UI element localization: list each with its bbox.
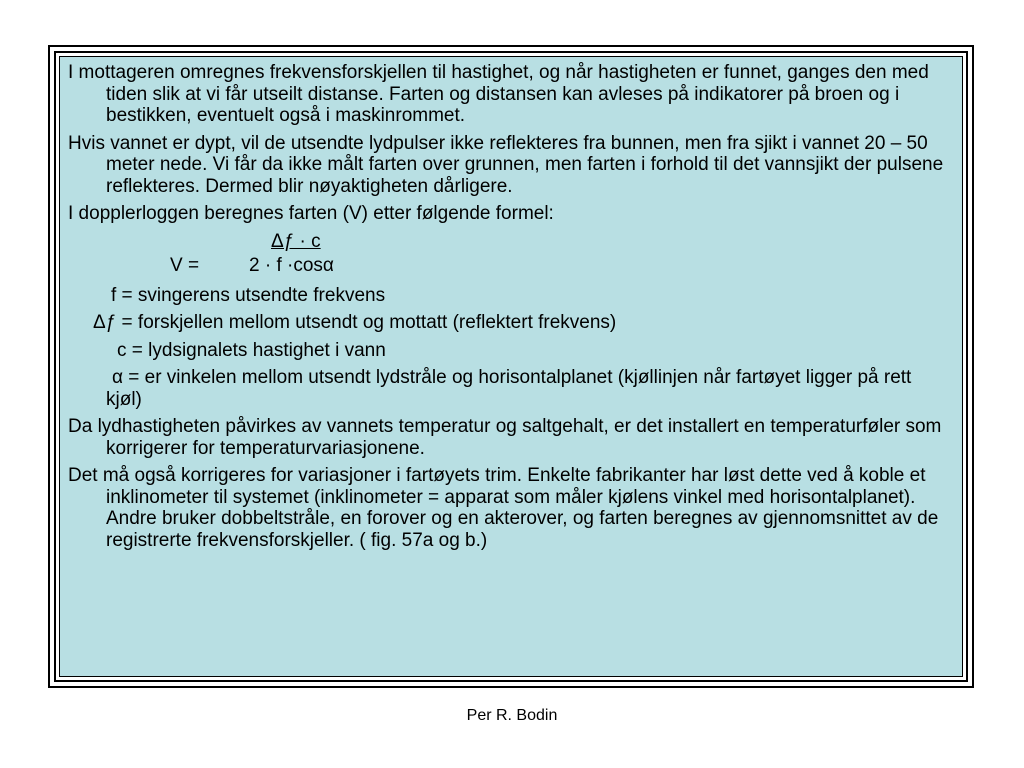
text-box bbox=[59, 56, 963, 677]
paragraph-receiver: I mottageren omregnes frekvensforskjellen til hastighet, og når hastigheten er funnet, ganges den med tiden slik at vi får utseilt distanse. Farten og distansen kan avleses på indikatorer på broen og i bestikken, eventuelt også i maskinrommet. bbox=[68, 62, 929, 126]
definition-alpha: α = er vinkelen mellom utsendt lydstråle og horisontalplanet (kjøllinjen når fartøyet ligger på rett kjøl) bbox=[106, 367, 912, 410]
paragraph-deep-water: Hvis vannet er dypt, vil de utsendte lydpulser ikke reflekteres fra bunnen, men fra sjikt i vannet 20 – 50 meter nede. Vi får da ikke målt farten over grunnen, men farten i forhold til det vannsjikt der pulsene reflekteres. Dermed blir nøyaktigheten dårligere. bbox=[68, 132, 944, 197]
paragraph-formula-intro: I dopplerloggen beregnes farten (V) etter følgende formel: bbox=[68, 203, 554, 224]
definition-f: f = svingerens utsendte frekvens bbox=[111, 284, 386, 306]
paragraph-temperature: Da lydhastigheten påvirkes av vannets temperatur og saltgehalt, er det installert en temperaturføler som korrigerer for temperaturvariasjonene. bbox=[68, 416, 942, 459]
formula-lhs: V = bbox=[170, 254, 200, 276]
formula-numerator-text: Δƒ · c bbox=[271, 230, 321, 252]
formula-numerator bbox=[68, 231, 952, 255]
paragraph-trim: Det må også korrigeres for variasjoner i fartøyets trim. Enkelte fabrikanter har løst dette ved å koble et inklinometer til systemet (inklinometer = apparat som måler kjølens vinkel med horisontalplanet). Andre bruker dobbeltstråle, en forover og en akterover, og farten beregnes av gjennomsnittet av de registrerte frekvensforskjeller. ( fig. 57a og b.) bbox=[68, 465, 939, 551]
definition-delta-f: Δƒ = forskjellen mellom utsendt og mottatt (reflektert frekvens) bbox=[93, 312, 617, 333]
formula-denominator: 2 · f ·cosα bbox=[249, 254, 334, 276]
slide-frame-inner bbox=[54, 51, 968, 682]
definition-c: c = lydsignalets hastighet i vann bbox=[117, 339, 386, 361]
slide-frame-outer bbox=[48, 45, 974, 688]
footer-author: Per R. Bodin bbox=[466, 707, 558, 724]
formula-row bbox=[68, 255, 952, 279]
